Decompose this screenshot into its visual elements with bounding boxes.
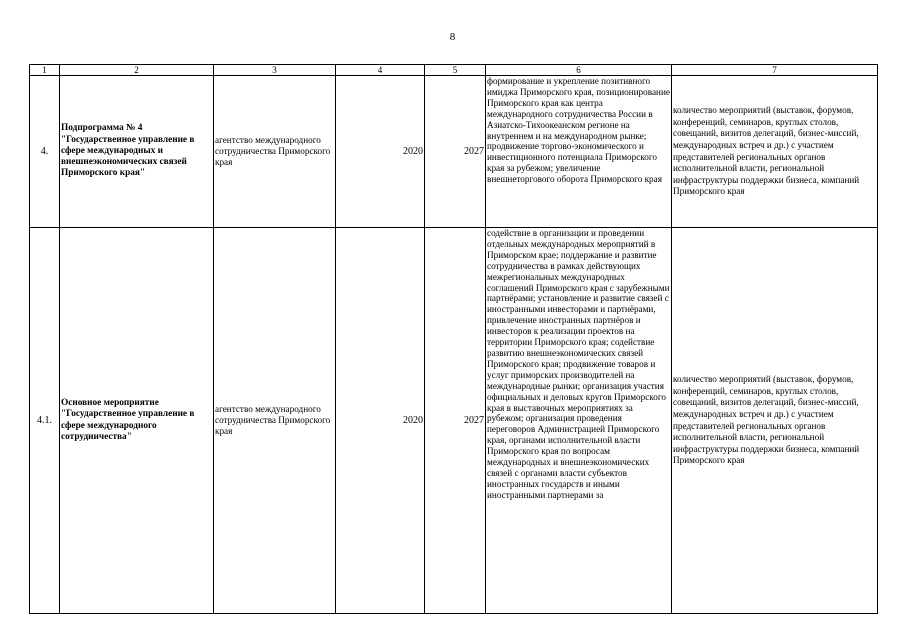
row-number: 4.1. [30, 228, 60, 614]
header-row [30, 65, 878, 76]
start-year: 2020 [336, 228, 425, 614]
expected-result: содействие в организации и проведении отдельных международных мероприятий в Приморском крае; поддержание и развитие сотрудничества в рамках действующих межрегиональных международных соглашений Приморского края с зарубежными партнёрами; установление и развитие связей с иностранными инвесторами и партнёрами, привлечение иностранных партнёров и инвесторов к реализации проектов на территории Приморского края; содействие развитию внешнеэкономических связей Приморского края; продвижение товаров и услуг приморских производителей на международные рынки; организация участия официальных и деловых кругов Приморского края в выставочных мероприятиях за рубежом; организация проведения переговоров Администрацией Приморского края, органами исполнительной власти Приморского края по вопросам международных и внешнеэкономических связей с органами власти субъектов иностранных государств и иными иностранными партнерами за [487, 228, 670, 500]
program-table [29, 64, 878, 614]
column-header: 6 [486, 65, 672, 76]
expected-result-cell [486, 228, 672, 614]
table-row [30, 76, 878, 228]
program-name: Подпрограмма № 4 "Государственное управление в сфере международных и внешнеэкономических связей Приморского края" [60, 76, 214, 228]
end-year: 2027 [425, 76, 486, 228]
column-header: 5 [425, 65, 486, 76]
executor: агентство международного сотрудничества Приморского края [214, 76, 336, 228]
start-year: 2020 [336, 76, 425, 228]
indicator: количество мероприятий (выставок, форумов, конференций, семинаров, круглых столов, совещаний, визитов делегаций, бизнес-миссий, международных встреч и др.) с участием представителей региональных органов исполнительной власти, региональной инфраструктуры поддержки бизнеса, компаний Приморского края [672, 76, 878, 228]
indicator: количество мероприятий (выставок, форумов, конференций, семинаров, круглых столов, совещаний, визитов делегаций, бизнес-миссий, международных встреч и др.) с участием представителей региональных органов исполнительной власти, региональной инфраструктуры поддержки бизнеса, компаний Приморского края [672, 228, 878, 614]
column-header: 1 [30, 65, 60, 76]
executor: агентство международного сотрудничества Приморского края [214, 228, 336, 614]
column-header: 7 [672, 65, 878, 76]
end-year: 2027 [425, 228, 486, 614]
page-number: 8 [449, 31, 456, 43]
expected-result: формирование и укрепление позитивного имиджа Приморского края, позиционирование Приморского края как центра международного сотрудничества России в Азиатско-Тихоокеанском регионе на внутреннем и на международном рынке; продвижение торгово-экономического и инвестиционного потенциала Приморского края за рубежом; увеличение внешнеторгового оборота Приморского края [486, 76, 672, 228]
program-name: Основное мероприятие "Государственное управление в сфере международного сотрудничества" [60, 228, 214, 614]
table-row [30, 228, 878, 614]
column-header: 3 [214, 65, 336, 76]
row-number: 4. [30, 76, 60, 228]
column-header: 4 [336, 65, 425, 76]
column-header: 2 [60, 65, 214, 76]
